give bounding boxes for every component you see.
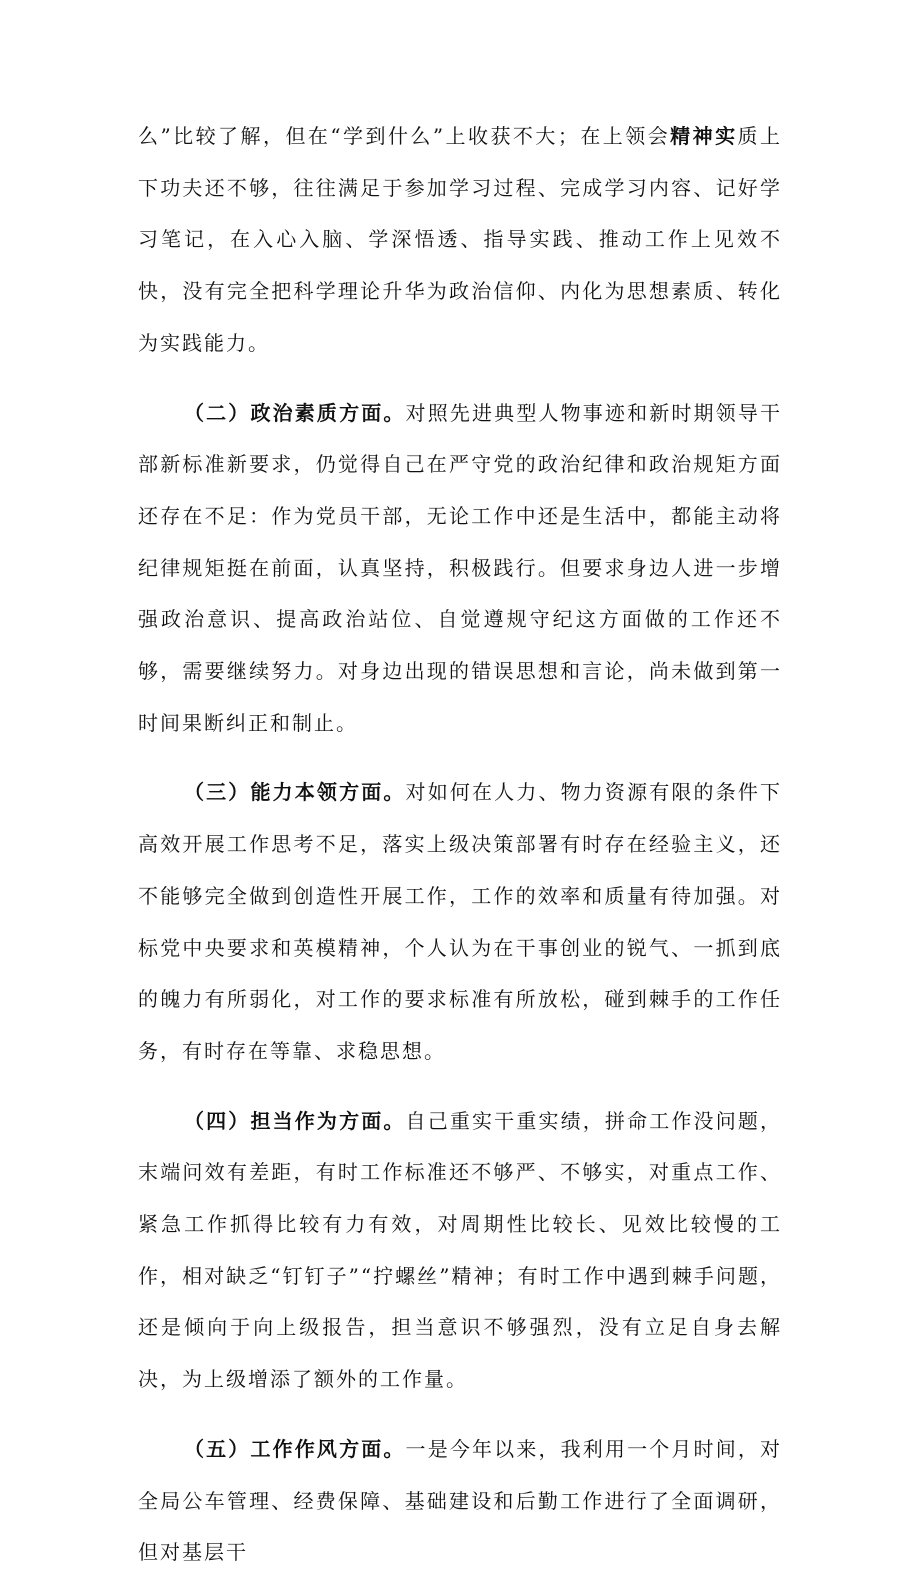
paragraph-1-text-start: 么”比较了解，但在“学到什么”上收获不大；在上领会 xyxy=(138,124,671,148)
paragraph-1-emphasis: 精神实 xyxy=(670,124,738,148)
section-heading-4: （四）担当作为方面。 xyxy=(184,1108,406,1133)
paragraph-ability xyxy=(138,767,782,1077)
section-heading-5: （五）工作作风方面。 xyxy=(184,1436,406,1461)
paragraph-1-continuation xyxy=(138,111,782,370)
paragraph-3-text: 对如何在人力、物力资源有限的条件下高效开展工作思考不足，落实上级决策部署有时存在经验主义，还不能够完全做到创造性开展工作，工作的效率和质量有待加强。对标党中央要求和英模精神，个人认为在干事创业的锐气、一抓到底的魄力有所弱化，对工作的要求标准有所放松，碰到棘手的工作任务，有时存在等靠、求稳思想。 xyxy=(138,780,783,1063)
paragraph-2-text: 对照先进典型人物事迹和新时期领导干部新标准新要求，仍觉得自己在严守党的政治纪律和政治规矩方面还存在不足：作为党员干部，无论工作中还是生活中，都能主动将纪律规矩挺在前面，认真坚持，积极践行。但要求身边人进一步增强政治意识、提高政治站位、自觉遵规守纪这方面做的工作还不够，需要继续努力。对身边出现的错误思想和言论，尚未做到第一时间果断纠正和制止。 xyxy=(138,400,783,735)
paragraph-responsibility xyxy=(138,1096,782,1406)
paragraph-4-text: 自己重实干重实绩，拼命工作没问题，末端问效有差距，有时工作标准还不够严、不够实，对重点工作、紧急工作抓得比较有力有效，对周期性比较长、见效比较慢的工作，相对缺乏“钉钉子”“拧螺丝”精神；有时工作中遇到棘手问题，还是倾向于向上级报告，担当意识不够强烈，没有立足自身去解决，为上级增添了额外的工作量。 xyxy=(138,1108,783,1392)
section-heading-2: （二）政治素质方面。 xyxy=(184,400,406,425)
paragraph-political-quality xyxy=(138,388,782,750)
paragraph-1-text-end: 质上下功夫还不够，往往满足于参加学习过程、完成学习内容、记好学习笔记，在入心入脑、学深悟透、指导实践、推动工作上见效不快，没有完全把科学理论升华为政治信仰、内化为思想素质、转化为实践能力。 xyxy=(138,124,783,355)
section-heading-3: （三）能力本领方面。 xyxy=(184,780,406,805)
paragraph-5-text: 一是今年以来，我利用一个月时间，对全局公车管理、经费保障、基础建设和后勤工作进行了全面调研，但对基层干 xyxy=(138,1436,783,1565)
paragraph-work-style xyxy=(138,1424,782,1579)
